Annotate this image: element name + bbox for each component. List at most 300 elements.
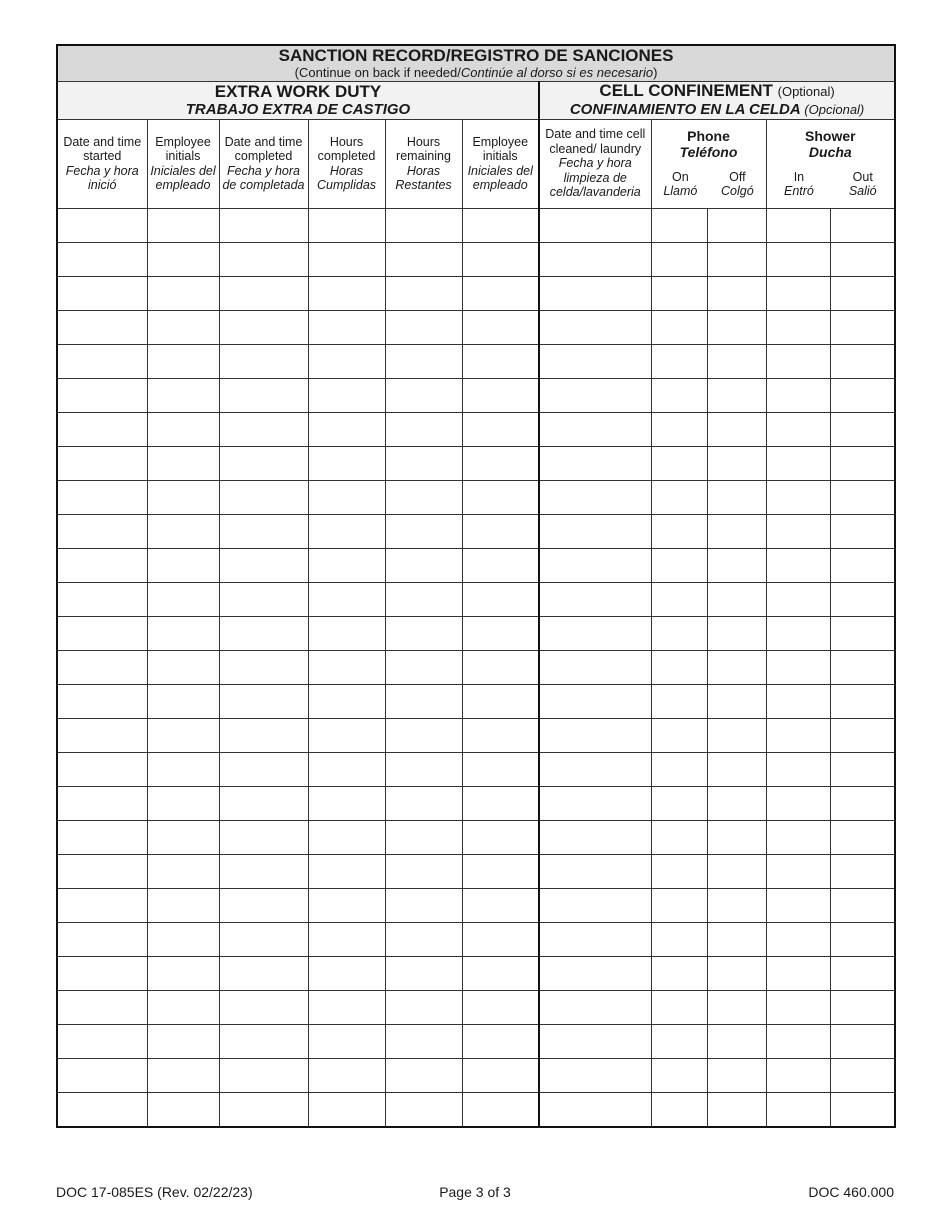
entry-cell-shower-out[interactable]	[830, 854, 895, 888]
entry-cell-shower-out[interactable]	[830, 310, 895, 344]
entry-cell-shower-in[interactable]	[766, 1024, 830, 1058]
entry-cell-date-started[interactable]	[57, 1092, 147, 1127]
entry-cell-phone-off[interactable]	[707, 684, 766, 718]
entry-cell-employee-initials-1[interactable]	[147, 854, 219, 888]
entry-cell-date-completed[interactable]	[219, 548, 308, 582]
entry-cell-phone-off[interactable]	[707, 208, 766, 242]
entry-cell-employee-initials-1[interactable]	[147, 208, 219, 242]
entry-cell-hours-remaining[interactable]	[385, 888, 462, 922]
entry-cell-shower-out[interactable]	[830, 1058, 895, 1092]
entry-cell-employee-initials-1[interactable]	[147, 480, 219, 514]
entry-cell-cell-cleaned[interactable]	[539, 718, 651, 752]
entry-cell-employee-initials-1[interactable]	[147, 1058, 219, 1092]
entry-cell-hours-completed[interactable]	[308, 922, 385, 956]
entry-cell-cell-cleaned[interactable]	[539, 276, 651, 310]
entry-cell-shower-out[interactable]	[830, 616, 895, 650]
entry-cell-employee-initials-2[interactable]	[462, 310, 539, 344]
entry-cell-employee-initials-1[interactable]	[147, 990, 219, 1024]
entry-cell-shower-out[interactable]	[830, 378, 895, 412]
entry-cell-hours-completed[interactable]	[308, 616, 385, 650]
entry-cell-date-started[interactable]	[57, 718, 147, 752]
entry-cell-employee-initials-1[interactable]	[147, 514, 219, 548]
entry-cell-phone-on[interactable]	[651, 684, 707, 718]
entry-cell-hours-completed[interactable]	[308, 276, 385, 310]
entry-cell-cell-cleaned[interactable]	[539, 548, 651, 582]
entry-cell-shower-in[interactable]	[766, 582, 830, 616]
entry-cell-cell-cleaned[interactable]	[539, 684, 651, 718]
entry-cell-employee-initials-2[interactable]	[462, 684, 539, 718]
entry-cell-phone-off[interactable]	[707, 718, 766, 752]
entry-cell-hours-completed[interactable]	[308, 820, 385, 854]
entry-cell-employee-initials-1[interactable]	[147, 684, 219, 718]
entry-cell-hours-completed[interactable]	[308, 1092, 385, 1127]
table-row	[57, 412, 895, 446]
entry-cell-date-started[interactable]	[57, 956, 147, 990]
entry-cell-cell-cleaned[interactable]	[539, 820, 651, 854]
entry-cell-shower-out[interactable]	[830, 446, 895, 480]
entry-cell-hours-remaining[interactable]	[385, 1058, 462, 1092]
entry-cell-phone-on[interactable]	[651, 990, 707, 1024]
entry-cell-phone-on[interactable]	[651, 446, 707, 480]
entry-cell-hours-completed[interactable]	[308, 888, 385, 922]
entry-cell-phone-on[interactable]	[651, 208, 707, 242]
entry-cell-shower-out[interactable]	[830, 684, 895, 718]
entry-cell-shower-out[interactable]	[830, 956, 895, 990]
entry-cell-date-started[interactable]	[57, 344, 147, 378]
entry-cell-employee-initials-2[interactable]	[462, 378, 539, 412]
entry-cell-date-started[interactable]	[57, 854, 147, 888]
entry-cell-phone-on[interactable]	[651, 854, 707, 888]
table-row	[57, 854, 895, 888]
entry-cell-date-completed[interactable]	[219, 752, 308, 786]
entry-cell-employee-initials-2[interactable]	[462, 956, 539, 990]
entry-cell-shower-out[interactable]	[830, 990, 895, 1024]
entry-cell-shower-in[interactable]	[766, 412, 830, 446]
entry-cell-employee-initials-2[interactable]	[462, 242, 539, 276]
entry-cell-employee-initials-2[interactable]	[462, 276, 539, 310]
entry-cell-employee-initials-1[interactable]	[147, 820, 219, 854]
entry-cell-cell-cleaned[interactable]	[539, 888, 651, 922]
entry-cell-employee-initials-2[interactable]	[462, 922, 539, 956]
entry-cell-phone-on[interactable]	[651, 582, 707, 616]
entry-cell-shower-in[interactable]	[766, 276, 830, 310]
entry-cell-shower-out[interactable]	[830, 752, 895, 786]
entry-cell-cell-cleaned[interactable]	[539, 922, 651, 956]
entry-cell-employee-initials-1[interactable]	[147, 582, 219, 616]
entry-cell-date-completed[interactable]	[219, 786, 308, 820]
entry-cell-hours-remaining[interactable]	[385, 956, 462, 990]
entry-cell-hours-completed[interactable]	[308, 310, 385, 344]
entry-cell-hours-remaining[interactable]	[385, 378, 462, 412]
entry-cell-phone-off[interactable]	[707, 514, 766, 548]
entry-cell-shower-out[interactable]	[830, 888, 895, 922]
entry-cell-shower-in[interactable]	[766, 1092, 830, 1127]
entry-cell-shower-in[interactable]	[766, 650, 830, 684]
entry-cell-hours-completed[interactable]	[308, 990, 385, 1024]
entry-cell-hours-remaining[interactable]	[385, 582, 462, 616]
entry-cell-hours-remaining[interactable]	[385, 480, 462, 514]
entry-cell-employee-initials-2[interactable]	[462, 888, 539, 922]
entry-cell-shower-in[interactable]	[766, 310, 830, 344]
entry-cell-hours-remaining[interactable]	[385, 344, 462, 378]
entry-cell-employee-initials-2[interactable]	[462, 480, 539, 514]
entry-cell-phone-on[interactable]	[651, 1092, 707, 1127]
entry-cell-phone-on[interactable]	[651, 480, 707, 514]
entry-cell-phone-off[interactable]	[707, 1024, 766, 1058]
entry-cell-phone-on[interactable]	[651, 786, 707, 820]
entry-cell-date-completed[interactable]	[219, 378, 308, 412]
entry-cell-shower-out[interactable]	[830, 718, 895, 752]
entry-cell-date-completed[interactable]	[219, 310, 308, 344]
entry-cell-date-completed[interactable]	[219, 1058, 308, 1092]
entry-cell-hours-remaining[interactable]	[385, 990, 462, 1024]
entry-cell-date-started[interactable]	[57, 820, 147, 854]
entry-cell-shower-out[interactable]	[830, 1024, 895, 1058]
entry-cell-cell-cleaned[interactable]	[539, 310, 651, 344]
entry-cell-cell-cleaned[interactable]	[539, 1092, 651, 1127]
entry-cell-cell-cleaned[interactable]	[539, 446, 651, 480]
entry-cell-phone-on[interactable]	[651, 1058, 707, 1092]
entry-cell-date-completed[interactable]	[219, 1092, 308, 1127]
entry-cell-shower-in[interactable]	[766, 514, 830, 548]
entry-cell-phone-on[interactable]	[651, 922, 707, 956]
entry-cell-phone-on[interactable]	[651, 820, 707, 854]
entry-cell-hours-remaining[interactable]	[385, 412, 462, 446]
entry-cell-phone-on[interactable]	[651, 344, 707, 378]
entry-cell-employee-initials-1[interactable]	[147, 378, 219, 412]
entry-cell-phone-off[interactable]	[707, 310, 766, 344]
entry-cell-date-completed[interactable]	[219, 514, 308, 548]
entry-cell-employee-initials-2[interactable]	[462, 650, 539, 684]
entry-cell-phone-off[interactable]	[707, 956, 766, 990]
entry-cell-date-started[interactable]	[57, 514, 147, 548]
entry-cell-phone-off[interactable]	[707, 854, 766, 888]
entry-cell-employee-initials-1[interactable]	[147, 276, 219, 310]
entry-cell-phone-off[interactable]	[707, 990, 766, 1024]
entry-cell-phone-off[interactable]	[707, 276, 766, 310]
entry-cell-shower-out[interactable]	[830, 820, 895, 854]
entry-cell-shower-in[interactable]	[766, 888, 830, 922]
entry-cell-cell-cleaned[interactable]	[539, 854, 651, 888]
entry-cell-hours-completed[interactable]	[308, 412, 385, 446]
entry-cell-employee-initials-1[interactable]	[147, 1092, 219, 1127]
entry-cell-shower-in[interactable]	[766, 208, 830, 242]
entry-cell-hours-completed[interactable]	[308, 480, 385, 514]
entry-cell-cell-cleaned[interactable]	[539, 208, 651, 242]
entry-cell-phone-off[interactable]	[707, 242, 766, 276]
entry-cell-shower-in[interactable]	[766, 752, 830, 786]
entry-cell-date-started[interactable]	[57, 480, 147, 514]
entry-cell-phone-off[interactable]	[707, 820, 766, 854]
entry-cell-phone-on[interactable]	[651, 888, 707, 922]
entry-cell-date-started[interactable]	[57, 446, 147, 480]
entry-cell-shower-in[interactable]	[766, 480, 830, 514]
entry-cell-hours-completed[interactable]	[308, 1024, 385, 1058]
entry-cell-hours-remaining[interactable]	[385, 820, 462, 854]
entry-cell-employee-initials-1[interactable]	[147, 242, 219, 276]
entry-cell-hours-remaining[interactable]	[385, 1092, 462, 1127]
entry-cell-date-started[interactable]	[57, 650, 147, 684]
entry-cell-cell-cleaned[interactable]	[539, 412, 651, 446]
entry-cell-date-completed[interactable]	[219, 412, 308, 446]
entry-cell-date-completed[interactable]	[219, 480, 308, 514]
entry-cell-cell-cleaned[interactable]	[539, 378, 651, 412]
entry-cell-employee-initials-2[interactable]	[462, 752, 539, 786]
entry-cell-cell-cleaned[interactable]	[539, 990, 651, 1024]
entry-cell-shower-in[interactable]	[766, 786, 830, 820]
entry-cell-shower-out[interactable]	[830, 1092, 895, 1127]
entry-cell-cell-cleaned[interactable]	[539, 480, 651, 514]
entry-cell-hours-remaining[interactable]	[385, 684, 462, 718]
entry-cell-hours-remaining[interactable]	[385, 1024, 462, 1058]
entry-cell-shower-in[interactable]	[766, 548, 830, 582]
entry-cell-phone-off[interactable]	[707, 548, 766, 582]
entry-cell-phone-off[interactable]	[707, 786, 766, 820]
entry-cell-date-started[interactable]	[57, 582, 147, 616]
entry-cell-employee-initials-2[interactable]	[462, 412, 539, 446]
entry-cell-date-completed[interactable]	[219, 718, 308, 752]
entry-cell-cell-cleaned[interactable]	[539, 956, 651, 990]
entry-cell-date-completed[interactable]	[219, 650, 308, 684]
entry-cell-phone-off[interactable]	[707, 1092, 766, 1127]
entry-cell-date-started[interactable]	[57, 1024, 147, 1058]
entry-cell-hours-completed[interactable]	[308, 378, 385, 412]
entry-cell-employee-initials-1[interactable]	[147, 650, 219, 684]
entry-cell-hours-remaining[interactable]	[385, 310, 462, 344]
entry-cell-shower-in[interactable]	[766, 854, 830, 888]
entry-cell-cell-cleaned[interactable]	[539, 616, 651, 650]
entry-cell-phone-on[interactable]	[651, 276, 707, 310]
entry-cell-phone-off[interactable]	[707, 650, 766, 684]
entry-cell-hours-completed[interactable]	[308, 786, 385, 820]
entry-cell-employee-initials-1[interactable]	[147, 616, 219, 650]
entry-cell-employee-initials-2[interactable]	[462, 548, 539, 582]
entry-cell-phone-on[interactable]	[651, 548, 707, 582]
entry-cell-employee-initials-2[interactable]	[462, 990, 539, 1024]
entry-cell-date-started[interactable]	[57, 310, 147, 344]
entry-cell-shower-in[interactable]	[766, 616, 830, 650]
entry-cell-date-completed[interactable]	[219, 684, 308, 718]
entry-cell-hours-completed[interactable]	[308, 344, 385, 378]
entry-cell-date-completed[interactable]	[219, 582, 308, 616]
entry-cell-date-completed[interactable]	[219, 276, 308, 310]
entry-cell-date-started[interactable]	[57, 378, 147, 412]
entry-cell-date-completed[interactable]	[219, 446, 308, 480]
entry-cell-date-started[interactable]	[57, 208, 147, 242]
entry-cell-shower-in[interactable]	[766, 820, 830, 854]
entry-cell-date-completed[interactable]	[219, 854, 308, 888]
entry-cell-hours-remaining[interactable]	[385, 786, 462, 820]
entry-cell-date-started[interactable]	[57, 412, 147, 446]
entry-cell-phone-on[interactable]	[651, 956, 707, 990]
entry-cell-shower-out[interactable]	[830, 786, 895, 820]
entry-cell-employee-initials-2[interactable]	[462, 854, 539, 888]
entry-cell-date-started[interactable]	[57, 752, 147, 786]
entry-cell-employee-initials-1[interactable]	[147, 1024, 219, 1058]
entry-cell-employee-initials-2[interactable]	[462, 208, 539, 242]
entry-cell-cell-cleaned[interactable]	[539, 1024, 651, 1058]
entry-cell-date-completed[interactable]	[219, 242, 308, 276]
entry-cell-employee-initials-1[interactable]	[147, 956, 219, 990]
entry-cell-date-started[interactable]	[57, 990, 147, 1024]
entry-cell-employee-initials-2[interactable]	[462, 616, 539, 650]
entry-cell-phone-off[interactable]	[707, 480, 766, 514]
entry-cell-phone-on[interactable]	[651, 650, 707, 684]
entry-cell-shower-in[interactable]	[766, 956, 830, 990]
entry-cell-date-completed[interactable]	[219, 208, 308, 242]
entry-cell-shower-in[interactable]	[766, 922, 830, 956]
entry-cell-hours-completed[interactable]	[308, 854, 385, 888]
entry-cell-hours-completed[interactable]	[308, 1058, 385, 1092]
entry-cell-date-started[interactable]	[57, 684, 147, 718]
entry-cell-shower-in[interactable]	[766, 684, 830, 718]
entry-cell-phone-on[interactable]	[651, 514, 707, 548]
entry-cell-shower-out[interactable]	[830, 548, 895, 582]
entry-cell-hours-remaining[interactable]	[385, 276, 462, 310]
entry-cell-shower-in[interactable]	[766, 378, 830, 412]
entry-cell-hours-completed[interactable]	[308, 752, 385, 786]
entry-cell-shower-out[interactable]	[830, 276, 895, 310]
entry-cell-phone-on[interactable]	[651, 1024, 707, 1058]
entry-cell-phone-off[interactable]	[707, 1058, 766, 1092]
entry-cell-employee-initials-2[interactable]	[462, 1092, 539, 1127]
entry-cell-phone-on[interactable]	[651, 310, 707, 344]
entry-cell-shower-in[interactable]	[766, 242, 830, 276]
entry-cell-hours-remaining[interactable]	[385, 922, 462, 956]
entry-cell-date-started[interactable]	[57, 922, 147, 956]
entry-cell-employee-initials-2[interactable]	[462, 344, 539, 378]
entry-cell-hours-completed[interactable]	[308, 548, 385, 582]
entry-cell-hours-remaining[interactable]	[385, 514, 462, 548]
entry-cell-phone-off[interactable]	[707, 446, 766, 480]
entry-cell-date-completed[interactable]	[219, 956, 308, 990]
entry-cell-phone-on[interactable]	[651, 412, 707, 446]
entry-cell-employee-initials-1[interactable]	[147, 922, 219, 956]
entry-cell-date-completed[interactable]	[219, 344, 308, 378]
entry-cell-hours-completed[interactable]	[308, 956, 385, 990]
entry-cell-hours-completed[interactable]	[308, 718, 385, 752]
entry-cell-date-started[interactable]	[57, 888, 147, 922]
entry-cell-hours-remaining[interactable]	[385, 752, 462, 786]
entry-cell-date-completed[interactable]	[219, 990, 308, 1024]
entry-cell-cell-cleaned[interactable]	[539, 344, 651, 378]
entry-cell-employee-initials-1[interactable]	[147, 718, 219, 752]
entry-cell-cell-cleaned[interactable]	[539, 786, 651, 820]
entry-cell-phone-off[interactable]	[707, 888, 766, 922]
entry-cell-employee-initials-1[interactable]	[147, 752, 219, 786]
entry-cell-shower-out[interactable]	[830, 650, 895, 684]
entry-cell-employee-initials-2[interactable]	[462, 820, 539, 854]
entry-cell-date-completed[interactable]	[219, 616, 308, 650]
entry-cell-shower-out[interactable]	[830, 582, 895, 616]
entry-cell-date-started[interactable]	[57, 1058, 147, 1092]
entry-cell-shower-in[interactable]	[766, 446, 830, 480]
entry-cell-cell-cleaned[interactable]	[539, 1058, 651, 1092]
entry-cell-phone-on[interactable]	[651, 242, 707, 276]
entry-cell-hours-remaining[interactable]	[385, 718, 462, 752]
entry-cell-shower-out[interactable]	[830, 208, 895, 242]
entry-cell-shower-out[interactable]	[830, 514, 895, 548]
entry-cell-employee-initials-1[interactable]	[147, 888, 219, 922]
entry-cell-shower-in[interactable]	[766, 990, 830, 1024]
entry-cell-phone-on[interactable]	[651, 616, 707, 650]
entry-cell-employee-initials-2[interactable]	[462, 1024, 539, 1058]
entry-cell-hours-remaining[interactable]	[385, 548, 462, 582]
entry-cell-cell-cleaned[interactable]	[539, 752, 651, 786]
entry-cell-employee-initials-2[interactable]	[462, 786, 539, 820]
entry-cell-date-started[interactable]	[57, 242, 147, 276]
entry-cell-hours-remaining[interactable]	[385, 650, 462, 684]
entry-cell-date-started[interactable]	[57, 276, 147, 310]
entry-cell-shower-out[interactable]	[830, 922, 895, 956]
entry-cell-phone-on[interactable]	[651, 752, 707, 786]
entry-cell-phone-on[interactable]	[651, 718, 707, 752]
entry-cell-shower-out[interactable]	[830, 344, 895, 378]
entry-cell-phone-off[interactable]	[707, 922, 766, 956]
entry-cell-employee-initials-1[interactable]	[147, 344, 219, 378]
entry-cell-shower-in[interactable]	[766, 1058, 830, 1092]
entry-cell-phone-off[interactable]	[707, 378, 766, 412]
entry-cell-phone-off[interactable]	[707, 412, 766, 446]
entry-cell-date-started[interactable]	[57, 786, 147, 820]
entry-cell-date-started[interactable]	[57, 616, 147, 650]
entry-cell-employee-initials-1[interactable]	[147, 446, 219, 480]
entry-cell-employee-initials-2[interactable]	[462, 582, 539, 616]
entry-cell-employee-initials-2[interactable]	[462, 446, 539, 480]
entry-cell-hours-remaining[interactable]	[385, 854, 462, 888]
entry-cell-hours-remaining[interactable]	[385, 208, 462, 242]
entry-cell-date-completed[interactable]	[219, 888, 308, 922]
entry-cell-phone-off[interactable]	[707, 752, 766, 786]
entry-cell-phone-off[interactable]	[707, 616, 766, 650]
entry-cell-hours-remaining[interactable]	[385, 616, 462, 650]
entry-cell-phone-on[interactable]	[651, 378, 707, 412]
entry-cell-hours-completed[interactable]	[308, 684, 385, 718]
entry-cell-date-completed[interactable]	[219, 820, 308, 854]
entry-cell-employee-initials-2[interactable]	[462, 514, 539, 548]
entry-cell-hours-completed[interactable]	[308, 446, 385, 480]
entry-cell-employee-initials-2[interactable]	[462, 718, 539, 752]
entry-cell-date-completed[interactable]	[219, 922, 308, 956]
entry-cell-phone-off[interactable]	[707, 344, 766, 378]
entry-cell-shower-in[interactable]	[766, 718, 830, 752]
entry-cell-cell-cleaned[interactable]	[539, 514, 651, 548]
entry-cell-cell-cleaned[interactable]	[539, 242, 651, 276]
entry-cell-employee-initials-1[interactable]	[147, 548, 219, 582]
entry-cell-cell-cleaned[interactable]	[539, 650, 651, 684]
table-row	[57, 242, 895, 276]
entry-cell-employee-initials-1[interactable]	[147, 310, 219, 344]
entry-cell-shower-in[interactable]	[766, 344, 830, 378]
entry-cell-hours-completed[interactable]	[308, 582, 385, 616]
entry-cell-employee-initials-2[interactable]	[462, 1058, 539, 1092]
entry-cell-hours-remaining[interactable]	[385, 242, 462, 276]
entry-cell-employee-initials-1[interactable]	[147, 786, 219, 820]
entry-cell-hours-completed[interactable]	[308, 208, 385, 242]
entry-cell-date-completed[interactable]	[219, 1024, 308, 1058]
entry-cell-date-started[interactable]	[57, 548, 147, 582]
entry-cell-shower-out[interactable]	[830, 480, 895, 514]
entry-cell-hours-remaining[interactable]	[385, 446, 462, 480]
entry-cell-hours-completed[interactable]	[308, 650, 385, 684]
entry-cell-cell-cleaned[interactable]	[539, 582, 651, 616]
entry-cell-shower-out[interactable]	[830, 412, 895, 446]
entry-cell-hours-completed[interactable]	[308, 514, 385, 548]
entry-cell-shower-out[interactable]	[830, 242, 895, 276]
entry-cell-hours-completed[interactable]	[308, 242, 385, 276]
entry-cell-phone-off[interactable]	[707, 582, 766, 616]
entry-cell-employee-initials-1[interactable]	[147, 412, 219, 446]
